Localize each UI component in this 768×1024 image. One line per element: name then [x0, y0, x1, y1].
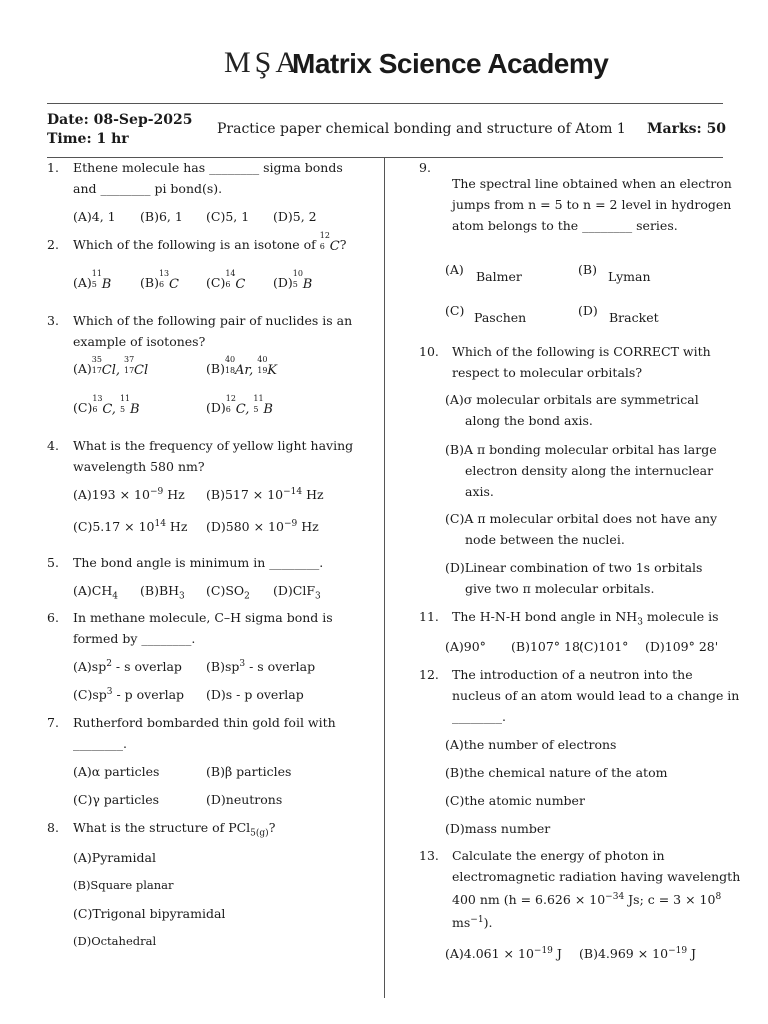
option-c: $(C)sp^3$ - p overlap: [73, 686, 185, 702]
header-bottom-rule: [47, 157, 723, 158]
option-a-cont: along the bond axis.: [465, 413, 593, 428]
option-c: Paschen: [474, 310, 527, 325]
question-text: What is the frequency of yellow light having: [73, 438, 354, 453]
option-c: $(C)SO_2$: [206, 583, 250, 602]
option-a-label: (A): [445, 262, 464, 277]
option-b: Lyman: [608, 269, 651, 284]
column-divider: [384, 157, 385, 998]
option-a: (A)the number of electrons: [445, 737, 617, 752]
question-text: $ms^{-1}$).: [452, 914, 493, 930]
question-text: Which of the following is CORRECT with: [452, 344, 711, 359]
option-c: (C) 13 6 C, 11 5 B: [73, 393, 140, 417]
option-b: $(B)sp^3$ - s overlap: [206, 658, 316, 674]
option-a: (A)4, 1: [73, 209, 116, 224]
option-d: Bracket: [609, 310, 659, 325]
option-d: (D)neutrons: [206, 792, 283, 807]
option-a: $(A)sp^2$ - s overlap: [73, 658, 182, 674]
question-text: 400 nm ($h = 6.626 \times 10^{-34}$ Js; $c = 3 \times 10^8$: [452, 891, 722, 907]
question-number: 5.: [47, 555, 59, 570]
option-d: (D)Linear combination of two 1s orbitals: [445, 560, 703, 575]
option-b: $(B)517 \times 10^{-14}$ Hz: [206, 486, 324, 502]
option-c: (C)γ particles: [73, 792, 160, 807]
option-a: (A)Pyramidal: [73, 850, 156, 865]
question-text: ________.: [73, 736, 127, 751]
question-number: 13.: [419, 848, 439, 863]
question-number: 11.: [419, 609, 439, 624]
option-a: (A) 11 5 B: [73, 268, 112, 292]
question-text: wavelength 580 nm?: [73, 459, 205, 474]
option-c: (C) 14 6 C: [206, 268, 246, 292]
option-a: Balmer: [476, 269, 522, 284]
option-d: (D) 10 5 B: [273, 268, 313, 292]
option-b: (B)the chemical nature of the atom: [445, 765, 668, 780]
isotope-symbol: 12 6 C: [319, 230, 340, 254]
question-number: 3.: [47, 313, 59, 328]
option-d: (D)mass number: [445, 821, 551, 836]
paper-title: Practice paper chemical bonding and structure of Atom 1: [217, 121, 626, 137]
option-c: (C)Trigonal bipyramidal: [73, 906, 226, 921]
option-d-label: (D): [578, 303, 598, 318]
question-number: 8.: [47, 820, 59, 835]
option-b: (B)107° 18': [511, 639, 584, 654]
option-d-cont: give two π molecular orbitals.: [465, 581, 655, 596]
exam-date: Date: 08-Sep-2025: [47, 112, 193, 128]
question-text: What is the structure of PCl$_{5(g)}$?: [73, 820, 276, 839]
question-text: nucleus of an atom would lead to a change in: [452, 688, 740, 703]
question-number: 1.: [47, 160, 59, 175]
question-text: Calculate the energy of photon in: [452, 848, 665, 863]
option-d: (D)s - p overlap: [206, 687, 304, 702]
option-a: $(A)4.061 \times 10^{-19}$ J: [445, 945, 562, 961]
question-text: The bond angle is minimum in ________.: [73, 555, 324, 570]
option-a: $(A)193 \times 10^{-9}$ Hz: [73, 486, 185, 502]
header-top-rule: [47, 103, 723, 104]
option-a: $(A)CH_4$: [73, 583, 118, 602]
option-c: (C)5, 1: [206, 209, 250, 224]
question-text: respect to molecular orbitals?: [452, 365, 643, 380]
question-number: 2.: [47, 237, 59, 252]
option-c: (C)A π molecular orbital does not have any: [445, 511, 718, 526]
question-text: Rutherford bombarded thin gold foil with: [73, 715, 336, 730]
question-number: 6.: [47, 610, 59, 625]
question-number: 4.: [47, 438, 59, 453]
option-c-cont: node between the nuclei.: [465, 532, 625, 547]
option-b: (B)Square planar: [73, 878, 174, 892]
option-b: (B)A π bonding molecular orbital has large: [445, 442, 717, 457]
option-b: $(B)4.969 \times 10^{-19}$ J: [579, 945, 697, 961]
question-text: formed by ________.: [73, 631, 196, 646]
option-b: $(B)BH_3$: [140, 583, 185, 602]
question-text: The introduction of a neutron into the: [452, 667, 693, 682]
question-text: jumps from n = 5 to n = 2 level in hydrogen: [452, 197, 732, 212]
question-text: atom belongs to the ________ series.: [452, 218, 678, 233]
option-b: (B) 40 18 Ar, 40 19 K: [206, 354, 277, 378]
option-d: $(D)580 \times 10^{-9}$ Hz: [206, 518, 319, 534]
option-a: (A)90°: [445, 639, 486, 654]
question-text: The spectral line obtained when an electron: [452, 176, 732, 191]
option-d: (D) 12 6 C, 11 5 B: [206, 393, 273, 417]
option-a: (A)α particles: [73, 764, 160, 779]
question-number: 9.: [419, 160, 431, 175]
option-c-label: (C): [445, 303, 465, 318]
logo-mark: MŞA: [224, 46, 302, 79]
question-text: In methane molecule, C–H sigma bond is: [73, 610, 333, 625]
option-a: (A)σ molecular orbitals are symmetrical: [445, 392, 699, 407]
option-b-cont: axis.: [465, 484, 494, 499]
question-number: 7.: [47, 715, 59, 730]
question-number: 12.: [419, 667, 439, 682]
option-d: (D)5, 2: [273, 209, 317, 224]
option-b-cont: electron density along the internuclear: [465, 463, 714, 478]
exam-marks: Marks: 50: [647, 121, 727, 137]
question-text: Ethene molecule has ________ sigma bonds: [73, 160, 343, 175]
question-text: The H-N-H bond angle in $NH_3$ molecule is: [452, 609, 719, 628]
option-c: $(C)5.17 \times 10^{14}$ Hz: [73, 518, 188, 534]
option-b-label: (B): [578, 262, 597, 277]
option-c: (C)the atomic number: [445, 793, 585, 808]
option-d: (D)109° 28': [645, 639, 719, 654]
option-c: (C)101°: [579, 639, 629, 654]
exam-time: Time: 1 hr: [47, 131, 129, 147]
academy-name: Matrix Science Academy: [292, 48, 609, 79]
question-text: electromagnetic radiation having wavelength: [452, 869, 741, 884]
option-b: (B)β particles: [206, 764, 292, 779]
question-text: Which of the following pair of nuclides is an: [73, 313, 353, 328]
option-d: (D)ClF$_3$: [273, 583, 321, 602]
question-text: example of isotones?: [73, 334, 206, 349]
question-text: Which of the following is an isotone of 12 6 C?: [73, 230, 347, 254]
question-text: ________.: [452, 709, 506, 724]
question-text: and ________ pi bond(s).: [73, 181, 223, 196]
question-number: 10.: [419, 344, 439, 359]
option-b: (B) 13 6 C: [140, 268, 179, 292]
option-a: (A) 35 17 Cl, 37 17 Cl: [73, 354, 149, 378]
option-b: (B)6, 1: [140, 209, 183, 224]
option-d: (D)Octahedral: [73, 934, 157, 948]
